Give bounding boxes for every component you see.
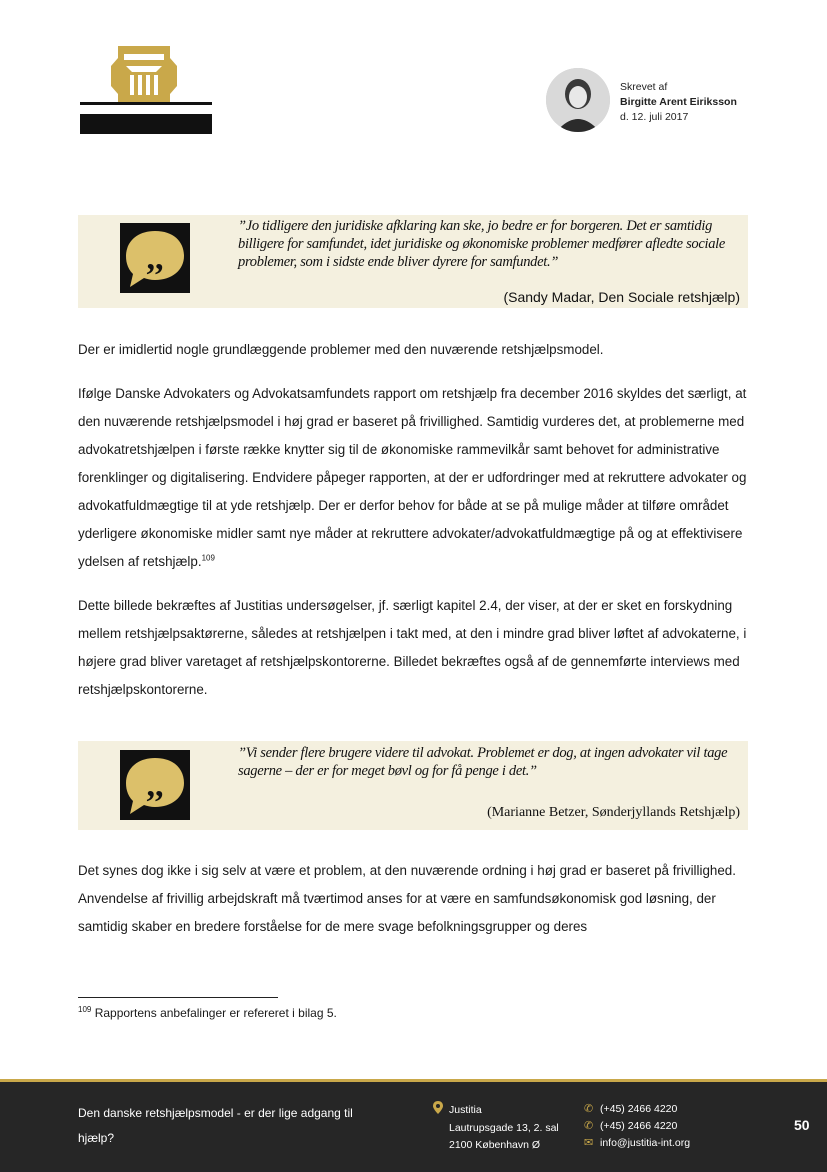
page-number: 50: [794, 1117, 810, 1133]
paragraph: [78, 380, 748, 576]
paragraph: Dette billede bekræftes af Justitias undersøgelser, jf. særligt kapitel 2.4, der viser, at der er sket en forskydning mellem retshjælpsaktørerne, således at retshjælpen i takt med, at den i mindre grad bliver løftet af advokaterne, i højere grad bliver varetaget af retshjælpskontorerne. Billedet bekræftes også af de gennemførte interviews med retshjælpskontorerne.: [78, 598, 747, 697]
svg-text:,,: ,,: [146, 767, 164, 804]
quote-attribution: (Sandy Madar, Den Sociale retshjælp): [503, 289, 740, 305]
paragraph: Det synes dog ikke i sig selv at være et problem, at den nuværende ordning i høj grad er baseret på frivillighed. Anvendelse af frivillig arbejdskraft må tværtimod anses for at være en samfundsøkonomisk god løsning, der samtidig skaber en bredere forståelse for de mere svage befolkningsgrupper og deres: [78, 863, 736, 934]
quote-icon: [120, 223, 190, 293]
footer-street: Lautrupsgade 13, 2. sal: [449, 1122, 559, 1134]
quote-attribution: (Marianne Betzer, Sønderjyllands Retshjælp): [487, 805, 740, 820]
footer-phone[interactable]: (+45) 2466 4220: [600, 1120, 678, 1132]
author-prefix: Skrevet af: [620, 81, 668, 93]
author-name: Birgitte Arent Eiriksson: [620, 96, 737, 108]
footer-org: Justitia: [449, 1104, 482, 1116]
quote-text: ”Vi sender flere brugere videre til advokat. Problemet er dog, at ingen advokater vil tage sagerne – der er for meget bøvl og for få penge i det.”: [238, 745, 728, 779]
email-icon: ✉: [584, 1137, 594, 1149]
footer-phone[interactable]: (+45) 2466 4220: [600, 1103, 678, 1115]
footnote-number: 109: [78, 1005, 92, 1014]
footnote: [78, 1006, 337, 1020]
justitia-logo: [78, 44, 214, 136]
footer-title: Den danske retshjælpsmodel - er der lige adgang til hjælp?: [78, 1106, 353, 1145]
quote-box: [78, 741, 748, 830]
author-avatar: [546, 68, 610, 132]
svg-text:,,: ,,: [146, 240, 164, 277]
author-date: d. 12. juli 2017: [620, 111, 689, 123]
footnote-ref[interactable]: 109: [201, 553, 215, 563]
paragraph-text: Ifølge Danske Advokaters og Advokatsamfundets rapport om retshjælp fra december 2016 skyldes det særligt, at den nuværende retshjælpsmodel i høj grad er baseret på frivillighed. Samtidig vurderes det, at problemerne med advokatretshjælpen i første række knytter sig til de økonomiske rammevilkår samt behovet for administrative forenklinger og digitalisering. Endvidere påpeger rapporten, at der er udfordringer med at rekruttere advokater og advokatfuldmægtige til at yde retshjælp. Der er derfor behov for både at se på mulige måder at tilføre området yderligere økonomiske midler samt nye måder at rekruttere advokater/advokatfuldmægtige på og at effektivisere ydelsen af retshjælp.: [78, 386, 747, 569]
author-byline: [620, 80, 737, 125]
quote-box: [78, 215, 748, 308]
quote-text: ”Jo tidligere den juridiske afklaring kan ske, jo bedre er for borgeren. Det er samtidig billigere for samfundet, idet juridiske og økonomiske problemer medfører afledte sociale problemer, som i sidste ende bliver dyrere for samfundet.”: [238, 218, 726, 270]
phone-icon: ✆: [584, 1103, 594, 1115]
phone-icon: ✆: [584, 1120, 594, 1132]
footer-contact: [584, 1101, 690, 1152]
footnote-divider: [78, 997, 278, 998]
footnote-text: Rapportens anbefalinger er refereret i bilag 5.: [91, 1006, 337, 1020]
location-pin-icon: [433, 1101, 449, 1120]
footer-city: 2100 København Ø: [449, 1139, 541, 1151]
footer-address: [433, 1101, 559, 1154]
paragraph: Der er imidlertid nogle grundlæggende problemer med den nuværende retshjælpsmodel.: [78, 342, 604, 357]
footer-email[interactable]: info@justitia-int.org: [600, 1137, 691, 1149]
quote-icon: [120, 750, 190, 820]
